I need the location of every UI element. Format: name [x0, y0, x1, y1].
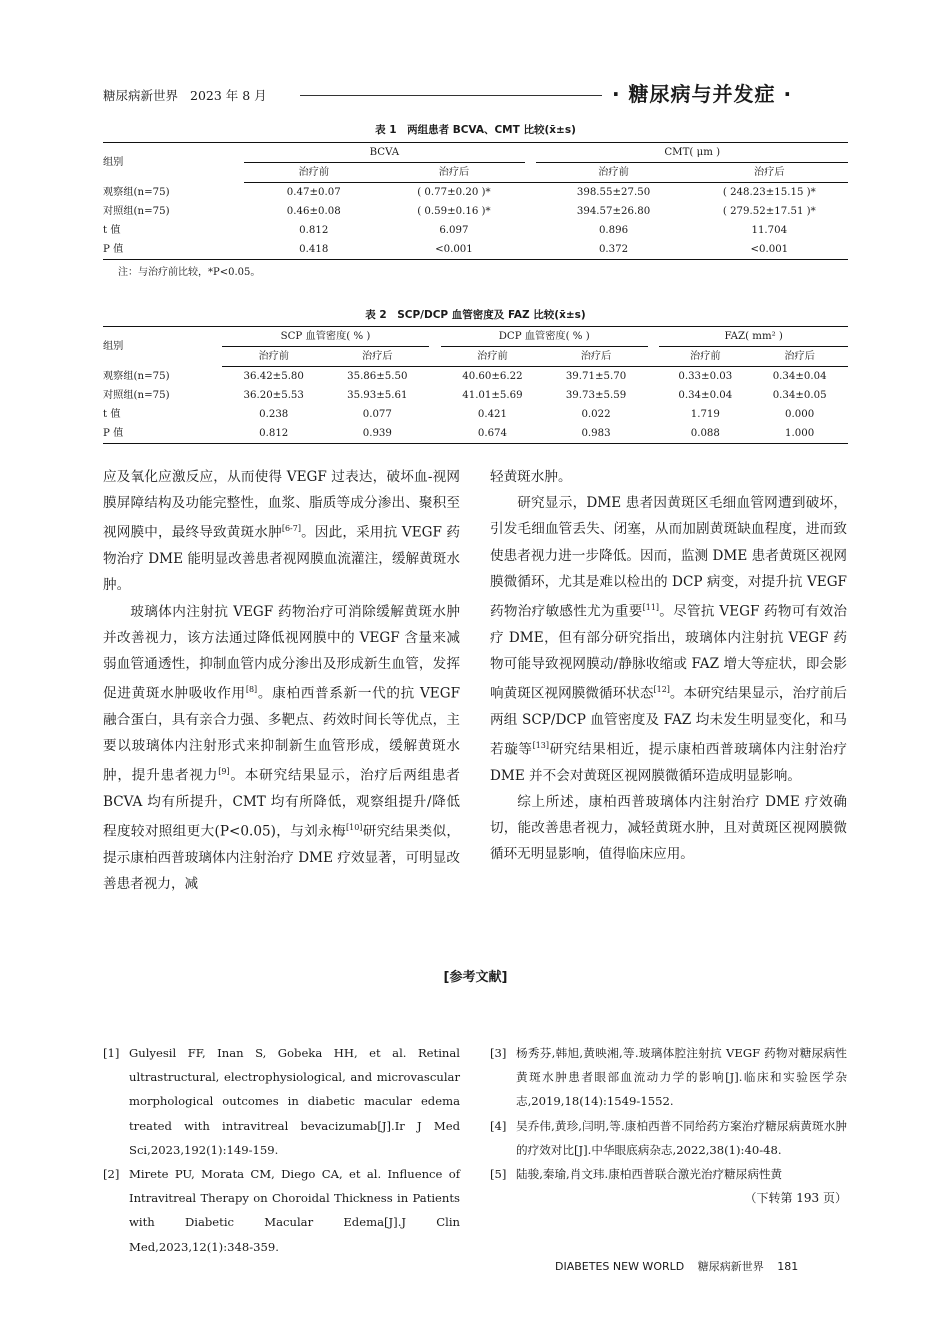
journal-name-cn: 糖尿病新世界	[697, 1260, 764, 1273]
cell: 398.55±27.50	[576, 187, 651, 198]
citation: [11]	[642, 603, 660, 613]
table1	[103, 142, 848, 260]
cell: 0.983	[544, 424, 648, 444]
text-run: 研究显示，DME 患者因黄斑区毛细血管网遭到破坏，引发毛细血管丢失、闭塞，从而加剧黄斑缺血程度，进而致使患者视力进一步降低。因而，监测 DME 患者黄斑区视网膜微循环，尤其是难以检出的 DCP 病变，对提升抗 VEGF 药物治疗敏感性尤为重要	[490, 495, 847, 620]
cell: 1.719	[690, 409, 720, 420]
reference-text: 陆骏,秦瑜,肖文玮.康柏西普联合激光治疗糖尿病性黄	[516, 1167, 783, 1182]
cell: 0.812	[222, 424, 326, 444]
text-run: 。因此，采用抗 VEGF 药物治疗 DME 能明显改善患者视网膜血流灌注，缓解黄斑水肿。	[103, 524, 460, 594]
table-row	[103, 240, 848, 260]
reference-number: [4]	[490, 1118, 507, 1133]
cell: 35.93±5.61	[347, 390, 408, 401]
table2-before-header: 治疗前	[659, 347, 751, 367]
row-label: P 值	[103, 424, 222, 444]
table1-caption: 表 1 两组患者 BCVA、CMT 比较(x̄±s)	[375, 124, 576, 136]
table2-after-header: 治疗后	[544, 347, 648, 367]
table-row	[103, 367, 848, 387]
cell: 0.34±0.04	[678, 390, 733, 401]
cell: 0.000	[785, 409, 815, 420]
table-row	[103, 221, 848, 240]
paragraph: 轻黄斑水肿。	[490, 469, 572, 485]
cell: <0.001	[691, 240, 848, 260]
citation: [10]	[345, 823, 363, 833]
text-run: 研究结果相近，提示康柏西普玻璃体内注射治疗 DME 并不会对黄斑区视网膜微循环造成明显影响。	[490, 741, 848, 784]
table1-bcva-header: BCVA	[244, 143, 524, 163]
paragraph	[103, 599, 460, 898]
table2-after-header: 治疗后	[326, 347, 430, 367]
table1-before-header: 治疗前	[244, 163, 383, 183]
table-row	[103, 183, 848, 203]
cell: 0.46±0.08	[286, 206, 341, 217]
table2-before-header: 治疗前	[222, 347, 326, 367]
citation: [9]	[218, 767, 230, 777]
table-row	[103, 405, 848, 424]
cell: 39.73±5.59	[565, 390, 627, 401]
row-label: 观察组(n=75)	[103, 370, 170, 382]
cell: 0.674	[441, 424, 545, 444]
table2-header-row	[103, 327, 848, 347]
cell: 0.238	[259, 409, 289, 420]
reference-number: [1]	[103, 1046, 120, 1060]
continued-note: （下转第 193 页）	[744, 1191, 847, 1206]
reference-item	[103, 1041, 460, 1162]
cell: ( 279.52±17.51 )*	[722, 206, 816, 217]
cell: ( 0.59±0.16 )*	[417, 206, 491, 217]
text-run: 。本研究结果显示，治疗后两组患者 BCVA 均有所提升，CMT 均有所降低，观察组提升/降低程度较对照组更大(P<0.05)，与刘永梅	[103, 767, 460, 840]
cell: ( 248.23±15.15 )*	[722, 187, 816, 198]
references-title: [参考文献]	[443, 970, 508, 985]
table2-scp-header: SCP 血管密度( % )	[222, 327, 429, 347]
table-row	[103, 202, 848, 221]
row-label: P 值	[103, 240, 244, 260]
reference-number: [5]	[490, 1167, 507, 1182]
journal-name-en: DIABETES NEW WORLD	[555, 1260, 685, 1273]
cell: 39.71±5.70	[565, 371, 627, 382]
citation: [8]	[245, 685, 258, 695]
cell: 0.34±0.04	[772, 371, 827, 382]
journal-name: 糖尿病新世界	[103, 88, 179, 103]
row-label: t 值	[103, 409, 121, 420]
cell: 0.939	[326, 424, 430, 444]
table-row	[103, 424, 848, 444]
text-run: 。本研究结果显示，治疗前后两组 SCP/DCP 血管密度及 FAZ 均未发生明显变化，和马若璇等	[490, 685, 848, 758]
header-rule	[300, 95, 602, 96]
cell: 0.088	[659, 424, 751, 444]
cell: 0.421	[477, 409, 508, 420]
cell: 0.022	[581, 409, 611, 420]
table1-before-header: 治疗前	[536, 163, 690, 183]
row-label: 对照组(n=75)	[103, 390, 170, 401]
table1-after-header: 治疗后	[691, 163, 848, 183]
body-right-column	[490, 464, 847, 868]
row-label: 观察组(n=75)	[103, 186, 170, 198]
citation: [13]	[532, 741, 549, 751]
table2-dcp-header: DCP 血管密度( % )	[441, 327, 648, 347]
reference-text: 杨秀芬,韩旭,黄映湘,等.玻璃体腔注射抗 VEGF 药物对糖尿病性黄斑水肿患者眼部血流动力学的影响[J].临床和实验医学杂志,2019,18(14):1549-1552.	[516, 1046, 847, 1109]
reference-text: 吴乔伟,黄珍,闫明,等.康柏西普不同给药方案治疗糖尿病黄斑水肿的疗效对比[J].中华眼底病杂志,2022,38(1):40-48.	[516, 1118, 847, 1157]
table2-group-header: 组别	[103, 327, 222, 367]
running-header	[103, 86, 267, 104]
reference-number: [2]	[103, 1167, 120, 1182]
cell: <0.001	[383, 240, 524, 260]
reference-text: Mirete PU, Morata CM, Diego CA, et al. Influence of Intravitreal Therapy on Choroidal Thickness in Patients with Diabetic Macular Edema[J].J Clin Med,2023,12(1):348-359.	[129, 1167, 460, 1254]
cell: 35.86±5.50	[347, 371, 408, 382]
table2-faz-header: FAZ( mm² )	[659, 327, 848, 347]
table1-cmt-header: CMT( μm )	[536, 143, 848, 163]
cell: 11.704	[751, 225, 788, 236]
cell: 36.20±5.53	[243, 390, 304, 401]
cell: 0.418	[244, 240, 383, 260]
text-run: 应及氧化应激反应，从而使得 VEGF 过表达，破坏血-视网膜屏障结构及功能完整性，血浆、脂质等成分渗出、聚积至视网膜中，最终导致黄斑水肿	[103, 469, 460, 541]
table1-group-header: 组别	[103, 143, 244, 183]
table2-caption: 表 2 SCP/DCP 血管密度及 FAZ 比较(x̄±s)	[365, 309, 586, 321]
cell: 0.077	[362, 409, 392, 420]
paragraph	[103, 464, 460, 599]
cell: 394.57±26.80	[576, 206, 651, 217]
cell: 1.000	[751, 424, 848, 444]
cell: 6.097	[439, 225, 469, 236]
page-footer	[555, 1258, 798, 1274]
cell: 40.60±6.22	[462, 371, 523, 382]
reference-text: Gulyesil FF, Inan S, Gobeka HH, et al. Retinal ultrastructural, electrophysiological, and microvascular morphological outcomes in diabetic macular edema treated with intravitreal bevacizumab[J].Ir J Med Sci,2023,192(1):149-159.	[129, 1046, 460, 1157]
citation: [12]	[653, 685, 670, 695]
page-number: 181	[777, 1260, 799, 1273]
cell: ( 0.77±0.20 )*	[417, 187, 491, 198]
reference-item	[490, 1114, 847, 1162]
reference-item	[490, 1041, 847, 1114]
cell: 41.01±5.69	[462, 390, 523, 401]
paragraph	[490, 490, 847, 789]
section-title: · 糖尿病与并发症 ·	[612, 82, 793, 106]
reference-item	[103, 1162, 460, 1259]
text-run: 。康柏西普系新一代的抗 VEGF 融合蛋白，具有亲合力强、多靶点、药效时间长等优点，主要以玻璃体内注射形式来抑制新生血管形成，缓解黄斑水肿，提升患者视力	[103, 685, 461, 784]
table1-note: 注：与治疗前比较，*P<0.05。	[118, 267, 261, 278]
table-row	[103, 386, 848, 405]
table2-after-header: 治疗后	[751, 347, 848, 367]
references-right-column	[490, 1041, 847, 1210]
text-run: 玻璃体内注射抗 VEGF 药物治疗可消除缓解黄斑水肿并改善视力，该方法通过降低视网膜中的 VEGF 含量来减弱血管通透性，抑制血管内成分渗出及形成新生血管，发挥促进黄斑水肿吸收作用	[103, 603, 460, 702]
table1-after-header: 治疗后	[383, 163, 524, 183]
issue-date: 2023 年 8 月	[190, 88, 267, 103]
cell: 0.47±0.07	[286, 187, 341, 198]
cell: 36.42±5.80	[243, 371, 304, 382]
table2-before-header: 治疗前	[441, 347, 545, 367]
citation: [6-7]	[281, 524, 301, 534]
body-left-column	[103, 464, 460, 897]
paragraph: 综上所述，康柏西普玻璃体内注射治疗 DME 疗效确切，能改善患者视力，减轻黄斑水肿，且对黄斑区视网膜微循环无明显影响，值得临床应用。	[490, 794, 847, 863]
cell: 0.34±0.05	[772, 390, 827, 401]
table1-header-row	[103, 143, 848, 163]
reference-number: [3]	[490, 1046, 507, 1060]
cell: 0.812	[299, 225, 329, 236]
cell: 0.896	[598, 225, 629, 236]
reference-item	[490, 1162, 847, 1186]
row-label: 对照组(n=75)	[103, 206, 170, 217]
text-run: 。尽管抗 VEGF 药物可有效治疗 DME，但有部分研究指出，玻璃体内注射抗 VEGF 药物可能导致视网膜动/静脉收缩或 FAZ 增大等症状，即会影响黄斑区视网膜微循环状态	[490, 603, 847, 702]
references-left-column	[103, 1041, 460, 1259]
table2	[103, 326, 848, 444]
cell: 0.372	[536, 240, 690, 260]
cell: 0.33±0.03	[678, 371, 733, 382]
text-run: 研究结果类似，提示康柏西普玻璃体内注射治疗 DME 疗效显著，可明显改善患者视力，减	[103, 823, 460, 893]
row-label: t 值	[103, 225, 121, 236]
